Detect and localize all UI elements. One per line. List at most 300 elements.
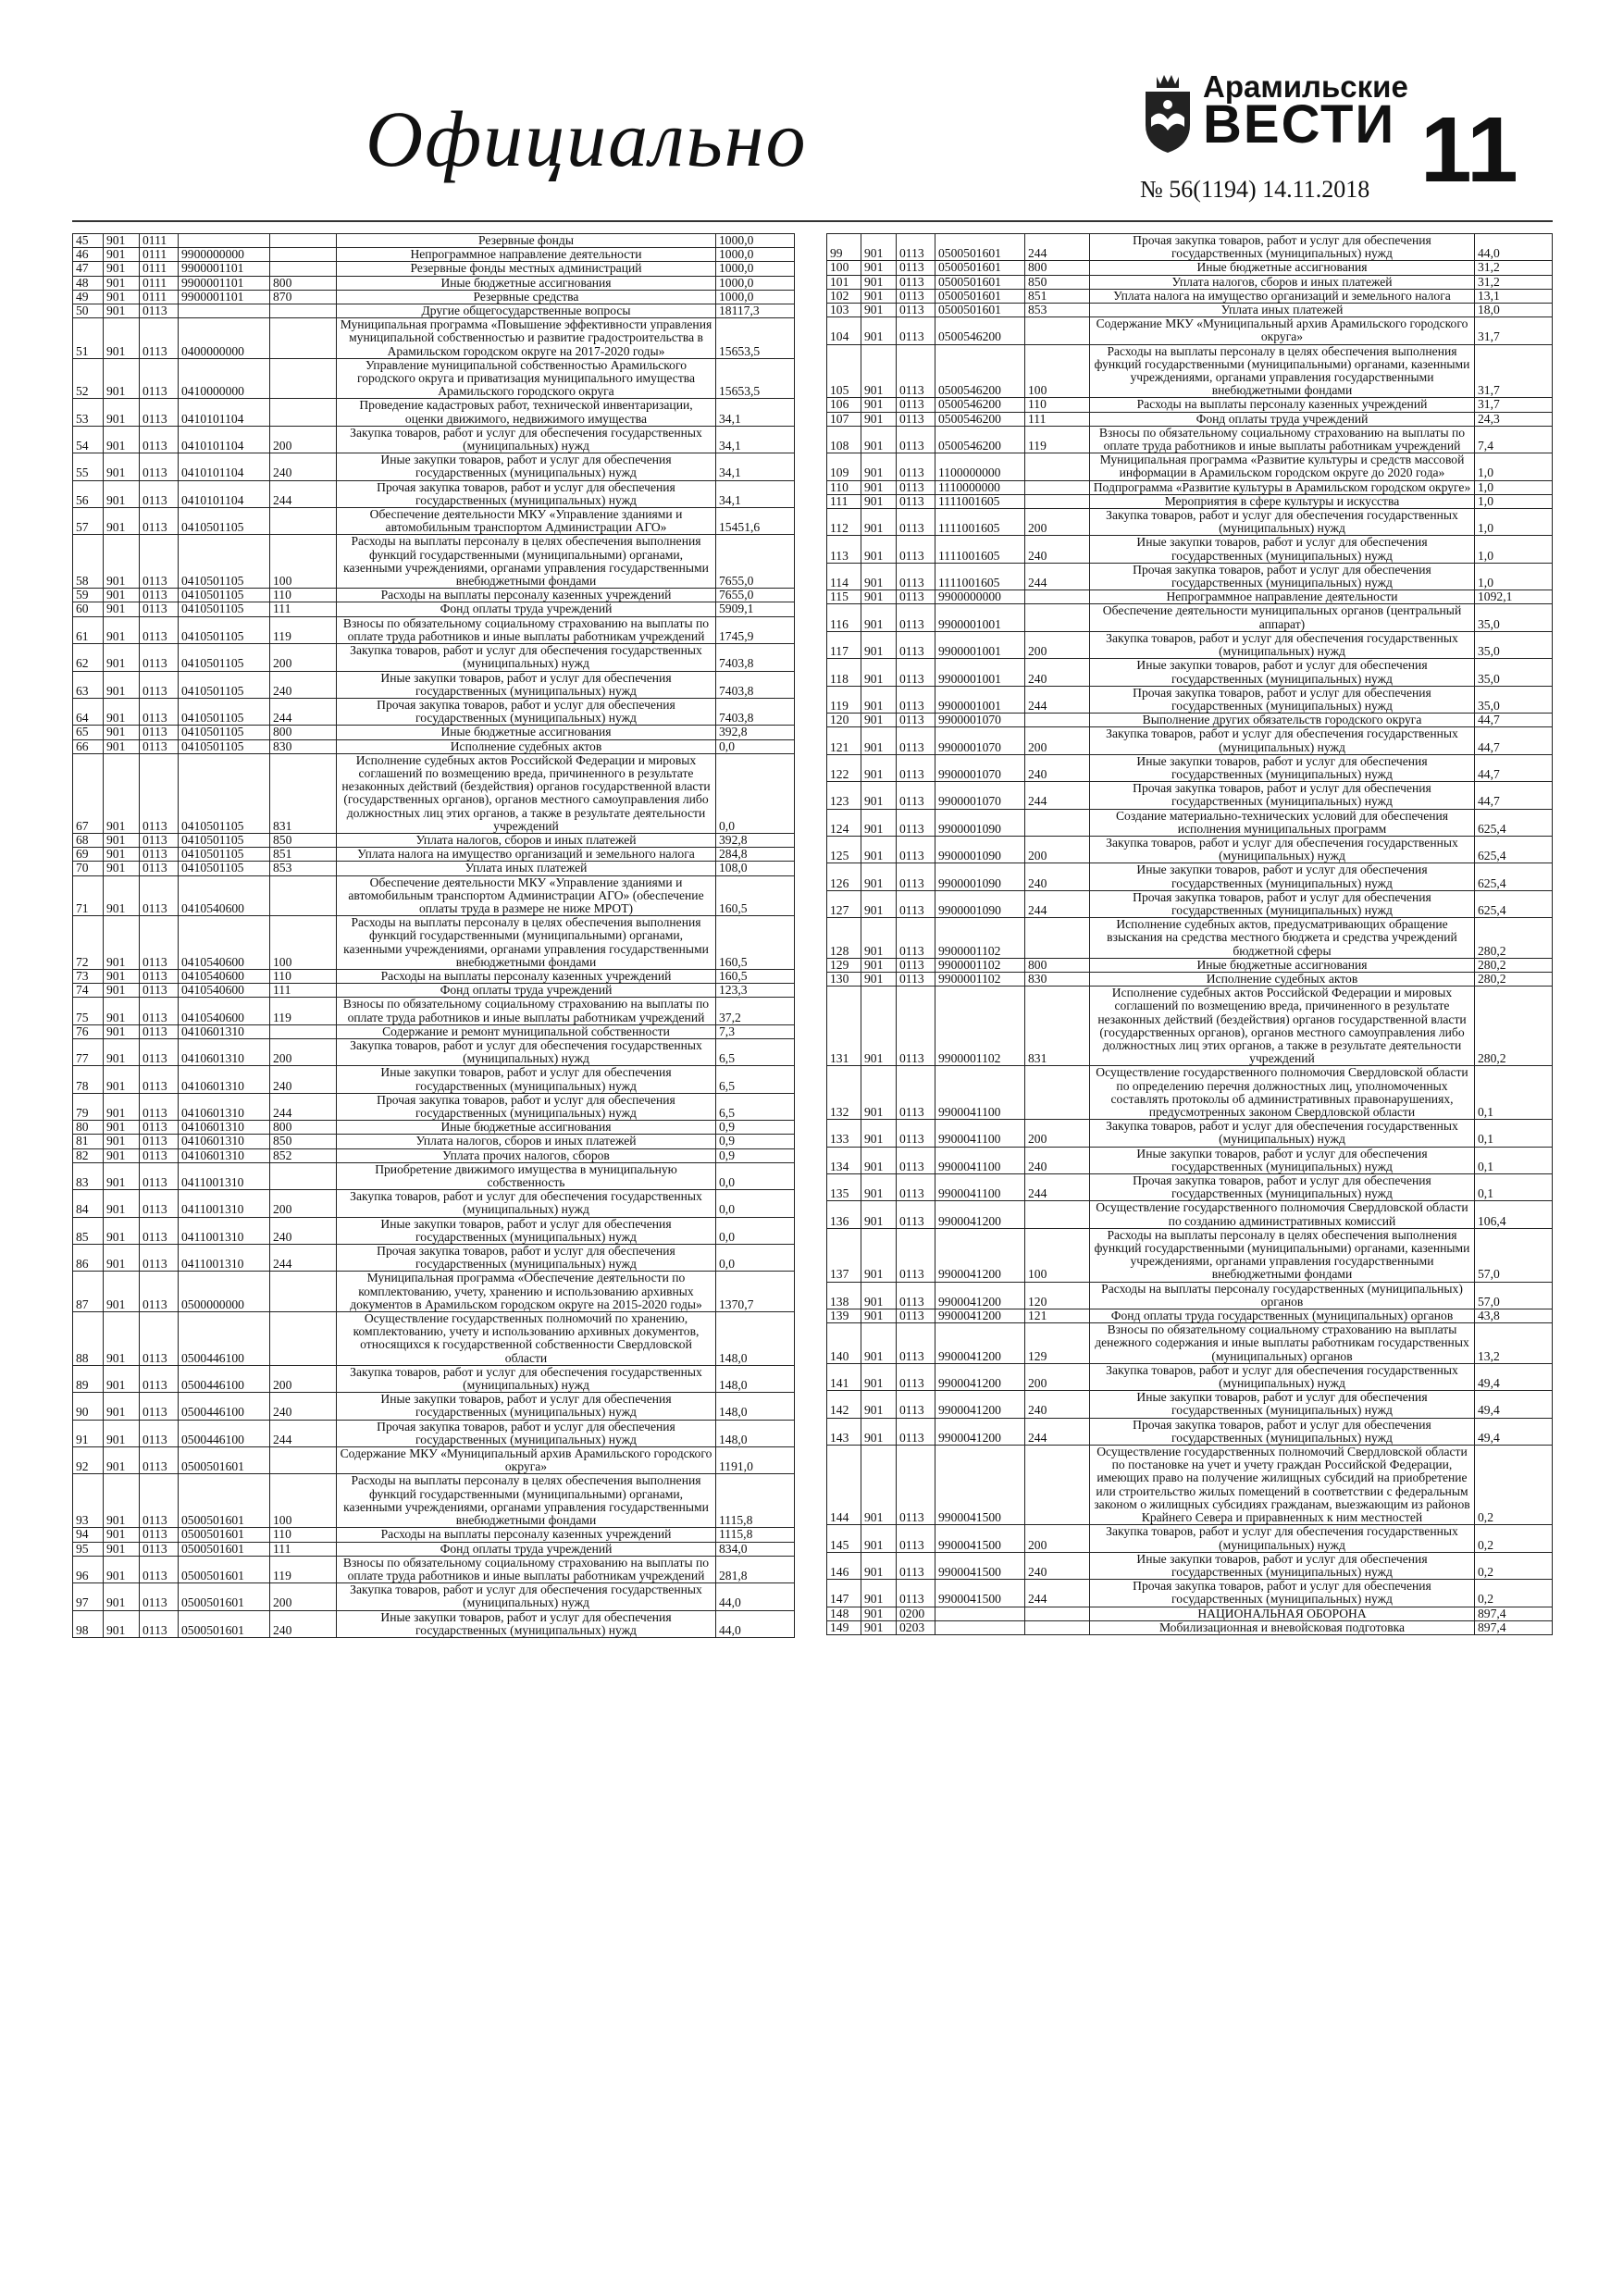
expense-type: 850	[270, 1135, 337, 1148]
row-description: Исполнение судебных актов, предусматривающих обращение взыскания на средства местного бюджета и средства учреждений бюджетной сферы	[1090, 918, 1475, 959]
expense-type: 100	[270, 916, 337, 970]
expense-type: 240	[270, 1610, 337, 1637]
row-amount: 625,4	[1475, 809, 1553, 836]
expense-type: 850	[1025, 275, 1090, 289]
row-amount: 160,5	[716, 969, 795, 983]
section-code: 0113	[140, 698, 179, 725]
section-code: 0113	[140, 399, 179, 426]
row-number: 56	[73, 480, 104, 507]
expense-type: 121	[1025, 1309, 1090, 1323]
table-row	[827, 1446, 1553, 1525]
table-row	[73, 753, 795, 833]
section-code: 0113	[140, 616, 179, 643]
right-column	[826, 233, 1553, 1635]
row-description: Иные бюджетные ассигнования	[1090, 958, 1475, 972]
row-amount: 5909,1	[716, 602, 795, 616]
row-description: Резервные средства	[337, 290, 716, 304]
table-row	[827, 261, 1553, 275]
row-description: Закупка товаров, работ и услуг для обеспечения государственных (муниципальных) нужд	[337, 1365, 716, 1392]
section-code: 0113	[140, 671, 179, 698]
row-amount: 34,1	[716, 480, 795, 507]
section-code: 0113	[140, 1148, 179, 1162]
chapter-code: 901	[104, 1135, 140, 1148]
chapter-code: 901	[861, 590, 897, 604]
row-description: Расходы на выплаты персоналу казенных учреждений	[337, 1528, 716, 1542]
row-amount: 160,5	[716, 916, 795, 970]
expense-type	[270, 358, 337, 399]
row-number: 57	[73, 508, 104, 535]
row-amount: 148,0	[716, 1365, 795, 1392]
chapter-code: 901	[861, 275, 897, 289]
chapter-code: 901	[104, 1610, 140, 1637]
row-description: Фонд оплаты труда учреждений	[337, 1542, 716, 1556]
table-row	[73, 234, 795, 248]
expense-type	[270, 508, 337, 535]
target-code: 9900041500	[935, 1580, 1025, 1607]
chapter-code: 901	[104, 426, 140, 453]
table-row	[73, 833, 795, 847]
row-number: 85	[73, 1217, 104, 1244]
section-code: 0113	[140, 1583, 179, 1610]
row-number: 122	[827, 754, 861, 781]
row-number: 117	[827, 631, 861, 658]
target-code: 0500546200	[935, 412, 1025, 426]
row-amount: 1191,0	[716, 1447, 795, 1474]
chapter-code: 901	[861, 1620, 897, 1634]
target-code: 0410601310	[179, 1121, 270, 1135]
row-amount: 35,0	[1475, 604, 1553, 631]
table-row	[827, 863, 1553, 890]
row-description: Уплата иных платежей	[337, 862, 716, 875]
expense-type: 100	[1025, 344, 1090, 398]
row-amount: 35,0	[1475, 659, 1553, 686]
expense-type: 244	[1025, 782, 1090, 809]
target-code: 9900000000	[935, 590, 1025, 604]
row-number: 133	[827, 1120, 861, 1147]
row-amount: 57,0	[1475, 1228, 1553, 1282]
table-row	[73, 698, 795, 725]
row-description: Прочая закупка товаров, работ и услуг для обеспечения государственных (муниципальных) нужд	[1090, 782, 1475, 809]
target-code: 9900041200	[935, 1323, 1025, 1364]
row-description: Иные закупки товаров, работ и услуг для обеспечения государственных (муниципальных) нужд	[337, 453, 716, 480]
target-code: 0500446100	[179, 1393, 270, 1420]
row-description: Фонд оплаты труда учреждений	[1090, 412, 1475, 426]
row-number: 136	[827, 1201, 861, 1228]
row-number: 95	[73, 1542, 104, 1556]
row-description: Закупка товаров, работ и услуг для обеспечения государственных (муниципальных) нужд	[1090, 631, 1475, 658]
expense-type: 244	[1025, 686, 1090, 713]
expense-type: 120	[1025, 1282, 1090, 1309]
row-description: Управление муниципальной собственностью Арамильского городского округа и приватизация муниципального имущества Арамильского городского округа	[337, 358, 716, 399]
section-code: 0113	[140, 833, 179, 847]
table-row	[827, 1580, 1553, 1607]
target-code: 0500501601	[935, 304, 1025, 317]
section-code: 0113	[140, 1190, 179, 1217]
row-amount: 6,5	[716, 1038, 795, 1065]
row-amount: 15653,5	[716, 358, 795, 399]
target-code: 0411001310	[179, 1245, 270, 1272]
row-description: Осуществление государственного полномочия Свердловской области по определению перечня должностных лиц, уполномоченных составлять протоколы об административных правонарушениях, предусмотренных законом Свердловской области	[1090, 1066, 1475, 1120]
table-row	[827, 563, 1553, 590]
row-number: 88	[73, 1312, 104, 1366]
expense-type	[1025, 918, 1090, 959]
target-code: 9900001102	[935, 918, 1025, 959]
row-description: Расходы на выплаты персоналу в целях обеспечения выполнения функций государственными (муниципальными) органами, казенными учреждениями, органами управления государственными внебюджетными фондами	[337, 916, 716, 970]
table-row	[827, 809, 1553, 836]
target-code: 0500501601	[935, 234, 1025, 261]
table-row	[73, 1420, 795, 1446]
expense-type	[270, 262, 337, 276]
row-number: 93	[73, 1474, 104, 1528]
section-code: 0113	[897, 727, 935, 754]
row-description: Прочая закупка товаров, работ и услуг для обеспечения государственных (муниципальных) нужд	[1090, 234, 1475, 261]
chapter-code: 901	[861, 1552, 897, 1579]
target-code: 0410540600	[179, 875, 270, 916]
section-code: 0113	[140, 318, 179, 359]
expense-type: 110	[270, 589, 337, 602]
row-amount: 15451,6	[716, 508, 795, 535]
row-number: 129	[827, 958, 861, 972]
chapter-code: 901	[861, 686, 897, 713]
row-amount: 1370,7	[716, 1272, 795, 1312]
chapter-code: 901	[104, 848, 140, 862]
section-code: 0113	[897, 536, 935, 563]
chapter-code: 901	[104, 1148, 140, 1162]
row-description: Расходы на выплаты персоналу в целях обеспечения выполнения функций государственными (муниципальными) органами, казенными учреждениями, органами управления государственными внебюджетными фондами	[1090, 1228, 1475, 1282]
row-amount: 7,4	[1475, 426, 1553, 453]
table-row	[73, 875, 795, 916]
target-code: 9900001001	[935, 686, 1025, 713]
row-description: Расходы на выплаты персоналу в целях обеспечения выполнения функций государственными (муниципальными) органами, казенными учреждениями, органами управления государственными внебюджетными фондами	[1090, 344, 1475, 398]
row-description: Иные закупки товаров, работ и услуг для обеспечения государственных (муниципальных) нужд	[1090, 1391, 1475, 1418]
expense-type: 200	[1025, 1120, 1090, 1147]
chapter-code: 901	[104, 1312, 140, 1366]
row-number: 137	[827, 1228, 861, 1282]
chapter-code: 901	[861, 480, 897, 494]
target-code: 0500501601	[179, 1474, 270, 1528]
section-code: 0113	[897, 344, 935, 398]
expense-type: 240	[270, 1217, 337, 1244]
row-description: Обеспечение деятельности МКУ «Управление зданиями и автомобильным транспортом Администрации АГО»	[337, 508, 716, 535]
row-amount: 34,1	[716, 426, 795, 453]
section-code: 0113	[897, 1418, 935, 1445]
table-row	[73, 1093, 795, 1120]
row-amount: 24,3	[1475, 412, 1553, 426]
row-amount: 148,0	[716, 1312, 795, 1366]
row-number: 50	[73, 304, 104, 318]
section-code: 0113	[897, 836, 935, 863]
table-row	[827, 536, 1553, 563]
row-description: Резервные фонды местных администраций	[337, 262, 716, 276]
row-number: 101	[827, 275, 861, 289]
row-description: Прочая закупка товаров, работ и услуг для обеспечения государственных (муниципальных) нужд	[1090, 1174, 1475, 1201]
expense-type: 852	[270, 1148, 337, 1162]
row-amount: 280,2	[1475, 918, 1553, 959]
expense-type: 800	[1025, 261, 1090, 275]
row-description: Закупка товаров, работ и услуг для обеспечения государственных (муниципальных) нужд	[337, 1583, 716, 1610]
expense-type: 110	[270, 969, 337, 983]
target-code: 9900001102	[935, 972, 1025, 986]
row-description: Муниципальная программа «Развитие культуры и средств массовой информации в Арамильском городском округе до 2020 года»	[1090, 453, 1475, 480]
row-number: 139	[827, 1309, 861, 1323]
row-amount: 897,4	[1475, 1620, 1553, 1634]
expense-type: 240	[1025, 659, 1090, 686]
table-row	[827, 958, 1553, 972]
section-code: 0113	[140, 969, 179, 983]
expense-type: 111	[270, 602, 337, 616]
target-code: 9900001070	[935, 754, 1025, 781]
row-description: Закупка товаров, работ и услуг для обеспечения государственных (муниципальных) нужд	[1090, 727, 1475, 754]
row-number: 64	[73, 698, 104, 725]
target-code: 1100000000	[935, 453, 1025, 480]
expense-type	[1025, 317, 1090, 344]
row-description: Другие общегосударственные вопросы	[337, 304, 716, 318]
expense-type: 800	[270, 726, 337, 739]
target-code: 0411001310	[179, 1190, 270, 1217]
row-number: 125	[827, 836, 861, 863]
chapter-code: 901	[861, 890, 897, 917]
target-code: 0410501105	[179, 848, 270, 862]
section-code: 0113	[140, 1312, 179, 1366]
target-code: 0410540600	[179, 916, 270, 970]
expense-type: 200	[270, 1365, 337, 1392]
target-code: 0400000000	[179, 318, 270, 359]
chapter-code: 901	[104, 508, 140, 535]
row-number: 78	[73, 1066, 104, 1093]
chapter-code: 901	[861, 1607, 897, 1620]
chapter-code: 901	[861, 863, 897, 890]
target-code: 0410501105	[179, 589, 270, 602]
row-amount: 0,1	[1475, 1147, 1553, 1173]
section-code: 0113	[140, 1447, 179, 1474]
expense-type	[1025, 494, 1090, 508]
chapter-code: 901	[104, 304, 140, 318]
section-code: 0113	[140, 1024, 179, 1038]
section-code: 0113	[140, 1093, 179, 1120]
row-description: Закупка товаров, работ и услуг для обеспечения государственных (муниципальных) нужд	[337, 1038, 716, 1065]
expense-type	[1025, 1620, 1090, 1634]
table-row	[73, 616, 795, 643]
chapter-code: 901	[861, 727, 897, 754]
row-amount: 0,2	[1475, 1580, 1553, 1607]
chapter-code: 901	[861, 344, 897, 398]
chapter-code: 901	[861, 1323, 897, 1364]
row-description: Прочая закупка товаров, работ и услуг для обеспечения государственных (муниципальных) нужд	[1090, 1418, 1475, 1445]
expense-type: 244	[1025, 563, 1090, 590]
row-description: Прочая закупка товаров, работ и услуг для обеспечения государственных (муниципальных) нужд	[1090, 686, 1475, 713]
target-code: 0500546200	[935, 317, 1025, 344]
row-amount: 0,0	[716, 753, 795, 833]
target-code: 9900001101	[179, 276, 270, 290]
table-row	[827, 509, 1553, 536]
row-amount: 0,0	[716, 1190, 795, 1217]
target-code: 1111001605	[935, 509, 1025, 536]
row-amount: 49,4	[1475, 1391, 1553, 1418]
table-row	[73, 969, 795, 983]
section-code: 0113	[897, 714, 935, 727]
target-code: 9900001070	[935, 714, 1025, 727]
table-row	[73, 1217, 795, 1244]
section-code: 0113	[897, 782, 935, 809]
section-code: 0113	[897, 987, 935, 1066]
section-code: 0111	[140, 234, 179, 248]
table-row	[827, 453, 1553, 480]
target-code: 9900001001	[935, 604, 1025, 631]
chapter-code: 901	[104, 998, 140, 1024]
row-number: 130	[827, 972, 861, 986]
row-number: 116	[827, 604, 861, 631]
table-row	[73, 1610, 795, 1637]
row-amount: 1000,0	[716, 276, 795, 290]
table-row	[73, 248, 795, 262]
expense-type: 244	[1025, 890, 1090, 917]
target-code: 9900041100	[935, 1066, 1025, 1120]
chapter-code: 901	[861, 398, 897, 412]
expense-type: 244	[270, 480, 337, 507]
section-code: 0113	[140, 984, 179, 998]
target-code: 9900041200	[935, 1201, 1025, 1228]
row-description: Уплата налога на имущество организаций и земельного налога	[1090, 289, 1475, 303]
row-amount: 7403,8	[716, 644, 795, 671]
row-description: Взносы по обязательному социальному страхованию на выплаты по оплате труда работников и иные выплаты работникам учреждений	[337, 616, 716, 643]
section-code: 0113	[897, 398, 935, 412]
section-code: 0113	[140, 1542, 179, 1556]
expense-type	[1025, 480, 1090, 494]
chapter-code: 901	[104, 1474, 140, 1528]
chapter-code: 901	[861, 836, 897, 863]
table-row	[73, 1393, 795, 1420]
section-code: 0113	[140, 1038, 179, 1065]
target-code: 9900001001	[935, 631, 1025, 658]
row-amount: 0,0	[716, 1217, 795, 1244]
row-number: 134	[827, 1147, 861, 1173]
row-number: 60	[73, 602, 104, 616]
section-code: 0113	[140, 480, 179, 507]
row-number: 119	[827, 686, 861, 713]
expense-type	[1025, 714, 1090, 727]
row-description: Иные закупки товаров, работ и услуг для обеспечения государственных (муниципальных) нужд	[337, 1393, 716, 1420]
target-code: 1111001605	[935, 563, 1025, 590]
table-row	[827, 1323, 1553, 1364]
expense-type: 240	[270, 1066, 337, 1093]
expense-type: 111	[1025, 412, 1090, 426]
row-amount: 1,0	[1475, 453, 1553, 480]
target-code: 1111001605	[935, 494, 1025, 508]
row-description: Взносы по обязательному социальному страхованию на выплаты по оплате труда работников и иные выплаты работникам учреждений	[337, 1556, 716, 1582]
table-row	[827, 1174, 1553, 1201]
row-description: Уплата прочих налогов, сборов	[337, 1148, 716, 1162]
section-code: 0113	[140, 1610, 179, 1637]
row-number: 144	[827, 1446, 861, 1525]
row-number: 128	[827, 918, 861, 959]
chapter-code: 901	[104, 234, 140, 248]
expense-type	[270, 1272, 337, 1312]
chapter-code: 901	[104, 616, 140, 643]
table-row	[73, 1542, 795, 1556]
expense-type: 200	[1025, 509, 1090, 536]
row-number: 48	[73, 276, 104, 290]
row-description: Фонд оплаты труда учреждений	[337, 602, 716, 616]
row-amount: 0,1	[1475, 1066, 1553, 1120]
expense-type: 244	[1025, 1418, 1090, 1445]
section-code: 0113	[897, 453, 935, 480]
row-amount: 18,0	[1475, 304, 1553, 317]
chapter-code: 901	[861, 1120, 897, 1147]
expense-type: 200	[270, 1038, 337, 1065]
table-row	[73, 262, 795, 276]
row-amount: 1000,0	[716, 262, 795, 276]
row-amount: 0,9	[716, 1135, 795, 1148]
chapter-code: 901	[861, 1363, 897, 1390]
expense-type: 240	[270, 1393, 337, 1420]
table-row	[73, 1162, 795, 1189]
section-code: 0113	[897, 890, 935, 917]
row-description: Закупка товаров, работ и услуг для обеспечения государственных (муниципальных) нужд	[337, 1190, 716, 1217]
table-row	[73, 1024, 795, 1038]
budget-table-right	[826, 233, 1553, 1635]
expense-type: 851	[270, 848, 337, 862]
row-description: Закупка товаров, работ и услуг для обеспечения государственных (муниципальных) нужд	[1090, 1525, 1475, 1552]
row-number: 46	[73, 248, 104, 262]
chapter-code: 901	[104, 1447, 140, 1474]
table-row	[827, 890, 1553, 917]
expense-type: 853	[1025, 304, 1090, 317]
row-number: 131	[827, 987, 861, 1066]
row-amount: 35,0	[1475, 631, 1553, 658]
target-code: 0410540600	[179, 984, 270, 998]
table-row	[73, 1190, 795, 1217]
row-description: Закупка товаров, работ и услуг для обеспечения государственных (муниципальных) нужд	[1090, 1120, 1475, 1147]
row-number: 120	[827, 714, 861, 727]
row-number: 142	[827, 1391, 861, 1418]
chapter-code: 901	[104, 1556, 140, 1582]
section-code: 0113	[140, 1528, 179, 1542]
row-number: 141	[827, 1363, 861, 1390]
expense-type	[1025, 809, 1090, 836]
chapter-code: 901	[861, 1525, 897, 1552]
target-code: 0410101104	[179, 453, 270, 480]
section-code: 0113	[897, 1552, 935, 1579]
target-code: 0410501105	[179, 671, 270, 698]
expense-type: 831	[1025, 987, 1090, 1066]
target-code: 9900001090	[935, 809, 1025, 836]
target-code: 0410501105	[179, 739, 270, 753]
section-code: 0113	[897, 1147, 935, 1173]
row-number: 83	[73, 1162, 104, 1189]
target-code: 0500501601	[179, 1556, 270, 1582]
chapter-code: 901	[104, 1024, 140, 1038]
section-code: 0113	[140, 602, 179, 616]
row-amount: 7403,8	[716, 698, 795, 725]
row-number: 115	[827, 590, 861, 604]
expense-type: 119	[270, 998, 337, 1024]
row-description: Взносы по обязательному социальному страхованию на выплаты по оплате труда работников и иные выплаты работникам учреждений	[337, 998, 716, 1024]
expense-type: 200	[270, 426, 337, 453]
section-code: 0111	[140, 262, 179, 276]
row-amount: 625,4	[1475, 890, 1553, 917]
row-description: Муниципальная программа «Обеспечение деятельности по комплектованию, учету, хранению и использованию архивных документов в Арамильском городском округе на 2015-2020 годы»	[337, 1272, 716, 1312]
expense-type: 100	[1025, 1228, 1090, 1282]
section-code: 0113	[897, 304, 935, 317]
table-row	[827, 1201, 1553, 1228]
chapter-code: 901	[104, 535, 140, 589]
chapter-code: 901	[861, 754, 897, 781]
row-amount: 13,2	[1475, 1323, 1553, 1364]
section-code: 0113	[897, 1446, 935, 1525]
expense-type	[270, 318, 337, 359]
chapter-code: 901	[861, 604, 897, 631]
row-description: Создание материально-технических условий для обеспечения исполнения муниципальных программ	[1090, 809, 1475, 836]
